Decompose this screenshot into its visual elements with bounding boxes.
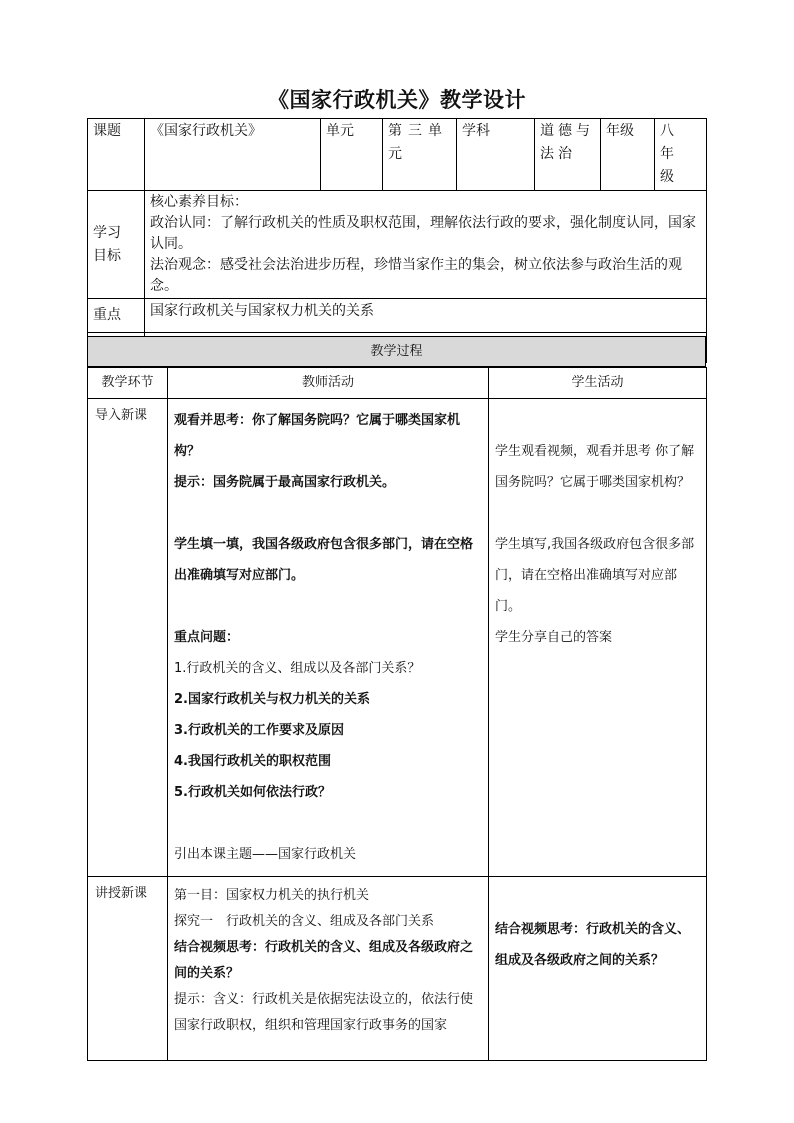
student-activity-intro (489, 399, 707, 877)
col-segment-header: 教学环节 (88, 368, 168, 399)
activity-line: 观看并思考：你了解国务院吗？它属于哪类国家机构？ (174, 413, 461, 459)
course-value: 《国家行政机关》 (145, 119, 321, 191)
activity-line: 3.行政机关的工作要求及原因 (174, 723, 344, 738)
activity-line: 提示：含义：行政机关是依据宪法设立的，依法行使国家行政职权，组织和管理国家行政事务的国家 (174, 992, 474, 1033)
activity-line: 学生分享自己的答案 (495, 630, 613, 645)
subject-label: 学科 (457, 119, 535, 191)
subject-value: 道德与法治 (535, 119, 601, 191)
process-band: 教学过程 (87, 336, 706, 367)
activity-line: 学生填写,我国各级政府包含很多部门，请在空格出准确填写对应部门。 (495, 537, 695, 614)
goals-label (88, 191, 145, 299)
process-table (87, 367, 707, 1061)
goals-line: 核心素养目标： (150, 194, 248, 210)
teacher-activity-intro (168, 399, 489, 877)
goals-content (145, 191, 707, 299)
unit-label: 单元 (321, 119, 383, 191)
activity-line: 引出本课主题——国家行政机关 (174, 847, 357, 862)
goals-line: 法治观念：感受社会法治进步历程，珍惜当家作主的集会，树立依法参与政治生活的观念。 (150, 257, 682, 294)
activity-line: 重点问题： (174, 630, 240, 645)
document-title: 《国家行政机关》教学设计 (268, 88, 526, 112)
activity-line: 结合视频思考：行政机关的含义、组成及各级政府之间的关系？ (495, 922, 691, 968)
segment-lecture: 讲授新课 (88, 877, 168, 1061)
activity-gap (495, 883, 700, 914)
activity-gap (495, 498, 700, 529)
grade-value: 八年级 (655, 119, 707, 191)
activity-line: 5.行政机关如何依法行政？ (174, 785, 331, 800)
unit-value: 第三单元 (383, 119, 457, 191)
activity-line: 第一目：国家权力机关的执行机关 (174, 888, 370, 903)
overview-table (87, 118, 707, 363)
course-label: 课题 (88, 119, 145, 191)
key-point-label: 重点 (88, 299, 145, 333)
activity-gap (174, 498, 482, 529)
key-point-value: 国家行政机关与国家权力机关的关系 (145, 299, 707, 333)
goals-line: 政治认同：了解行政机关的性质及职权范围，理解依法行政的要求，强化制度认同，国家认同。 (150, 215, 696, 252)
activity-line: 1.行政机关的含义、组成以及各部门关系？ (174, 661, 421, 676)
student-activity-lecture (489, 877, 707, 1061)
activity-line: 学生填一填，我国各级政府包含很多部门，请在空格出准确填写对应部门。 (174, 537, 474, 583)
segment-intro: 导入新课 (88, 399, 168, 877)
activity-line: 探究一 行政机关的含义、组成及各部门关系 (174, 914, 435, 929)
activity-gap (174, 591, 482, 622)
col-teacher-header: 教师活动 (168, 368, 489, 399)
grade-label: 年级 (601, 119, 655, 191)
goals-label-text: 学习目标 (93, 224, 121, 264)
activity-gap (174, 808, 482, 839)
teacher-activity-lecture (168, 877, 489, 1061)
activity-gap (495, 405, 700, 436)
activity-line: 结合视频思考：行政机关的含义、组成及各级政府之间的关系？ (174, 940, 474, 981)
activity-line: 2.国家行政机关与权力机关的关系 (174, 692, 370, 707)
activity-line: 4.我国行政机关的职权范围 (174, 754, 331, 769)
activity-line: 提示：国务院属于最高国家行政机关。 (174, 475, 396, 490)
col-student-header: 学生活动 (489, 368, 707, 399)
activity-line: 学生观看视频，观看并思考 你了解国务院吗？它属于哪类国家机构？ (495, 444, 695, 490)
